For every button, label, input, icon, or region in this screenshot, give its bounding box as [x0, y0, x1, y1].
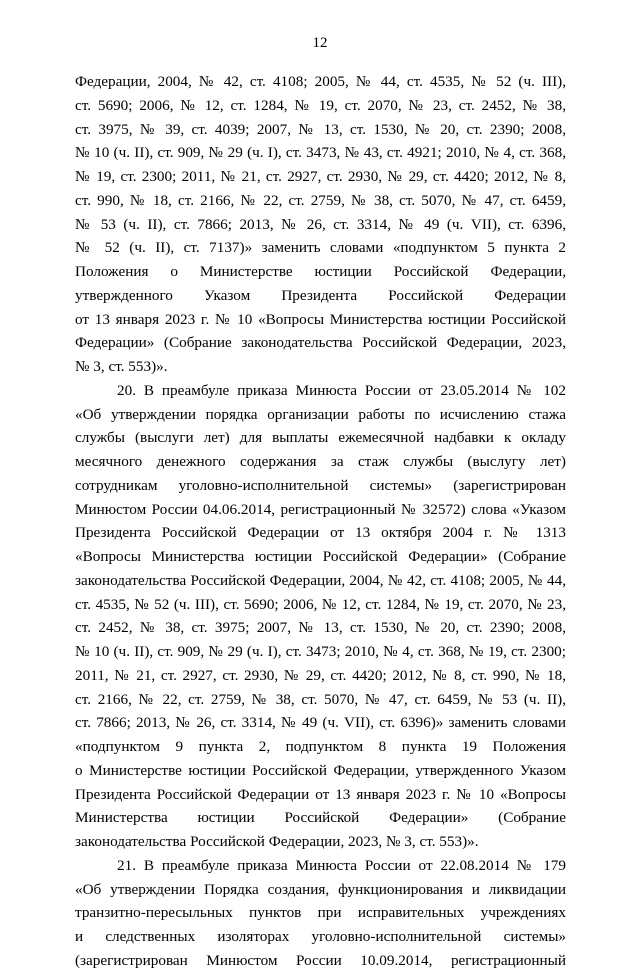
text-line: от 13 января 2023 г. № 10 «Вопросы Министерства юстиции Российской — [75, 310, 566, 328]
text-line: утвержденного Указом Президента Российской Федерации — [75, 286, 566, 304]
text-line: «Об утверждении порядка организации работы по исчислению стажа — [75, 405, 566, 423]
text-line: ст. 990, № 18, ст. 2166, № 22, ст. 2759, № 38, ст. 5070, № 47, ст. 6459, — [75, 191, 566, 209]
text-line: месячного денежного содержания за стаж службы (выслугу лет) — [75, 453, 566, 470]
text-line: «подпунктом 9 пункта 2, подпунктом 8 пункта 19 Положения — [75, 738, 566, 755]
text-line: Президента Российской Федерации от 13 января 2023 г. № 10 «Вопросы — [75, 785, 566, 803]
page-number: 12 — [312, 35, 328, 51]
text-line: «Об утверждении Порядка создания, функционирования и ликвидации — [75, 880, 566, 898]
text-line: № 10 (ч. II), ст. 909, № 29 (ч. I), ст. 3473; 2010, № 4, ст. 368, № 19, ст. 2300; — [75, 643, 566, 660]
text-line: Федерации» (Собрание законодательства Российской Федерации, 2023, — [75, 334, 566, 352]
text-line: сотрудникам уголовно-исполнительной системы» (зарегистрирован — [75, 476, 566, 494]
text-line: ст. 4535, № 52 (ч. III), ст. 5690; 2006, № 12, ст. 1284, № 19, ст. 2070, № 23, — [75, 595, 566, 613]
document-body — [75, 70, 566, 973]
text-line: (зарегистрирован Минюстом России 10.09.2014, регистрационный — [75, 951, 566, 969]
text-line: Минюстом России 04.06.2014, регистрационный № 32572) слова «Указом — [75, 500, 566, 518]
text-line: законодательства Российской Федерации, 2004, № 42, ст. 4108; 2005, № 44, — [75, 571, 566, 589]
text-line: ст. 5690; 2006, № 12, ст. 1284, № 19, ст. 2070, № 23, ст. 2452, № 38, — [75, 96, 566, 114]
text-line: Президента Российской Федерации от 13 октября 2004 г. № 1313 — [75, 524, 566, 542]
text-line: и следственных изоляторах уголовно-исполнительной системы» — [75, 928, 566, 945]
text-line: 2011, № 21, ст. 2927, ст. 2930, № 29, ст. 4420; 2012, № 8, ст. 990, № 18, — [75, 666, 566, 684]
text-line: «Вопросы Министерства юстиции Российской Федерации» (Собрание — [75, 548, 566, 565]
text-line: № 3, ст. 553)». — [75, 358, 168, 375]
text-line: Министерства юстиции Российской Федерации» (Собрание — [75, 809, 566, 827]
text-line: № 10 (ч. II), ст. 909, № 29 (ч. I), ст. 3473, № 43, ст. 4921; 2010, № 4, ст. 368, — [75, 144, 566, 162]
text-line: Федерации, 2004, № 42, ст. 4108; 2005, № 44, ст. 4535, № 52 (ч. III), — [75, 73, 566, 90]
text-line: транзитно-пересыльных пунктов при исправительных учреждениях — [75, 904, 566, 922]
text-line: Положения о Министерстве юстиции Российской Федерации, — [75, 263, 566, 280]
text-line: № 53 (ч. II), ст. 7866; 2013, № 26, ст. 3314, № 49 (ч. VII), ст. 6396, — [75, 215, 566, 233]
text-line: ст. 7866; 2013, № 26, ст. 3314, № 49 (ч. VII), ст. 6396)» заменить словами — [75, 714, 566, 732]
text-line: ст. 2166, № 22, ст. 2759, № 38, ст. 5070, № 47, ст. 6459, № 53 (ч. II), — [75, 690, 566, 708]
text-line: службы (выслуги лет) для выплаты ежемесячной надбавки к окладу — [75, 429, 566, 447]
text-line: 20. В преамбуле приказа Минюста России от 23.05.2014 № 102 — [117, 381, 566, 399]
text-line: ст. 3975, № 39, ст. 4039; 2007, № 13, ст. 1530, № 20, ст. 2390; 2008, — [75, 120, 566, 138]
text-line: законодательства Российской Федерации, 2023, № 3, ст. 553)». — [75, 833, 479, 850]
text-line: о Министерстве юстиции Российской Федерации, утвержденного Указом — [75, 761, 566, 779]
text-line: № 52 (ч. II), ст. 7137)» заменить словами «подпунктом 5 пункта 2 — [75, 239, 566, 257]
text-line: ст. 2452, № 38, ст. 3975; 2007, № 13, ст. 1530, № 20, ст. 2390; 2008, — [75, 619, 566, 637]
text-line: 21. В преамбуле приказа Минюста России от 22.08.2014 № 179 — [117, 856, 566, 874]
text-line: № 19, ст. 2300; 2011, № 21, ст. 2927, ст. 2930, № 29, ст. 4420; 2012, № 8, — [75, 168, 566, 185]
